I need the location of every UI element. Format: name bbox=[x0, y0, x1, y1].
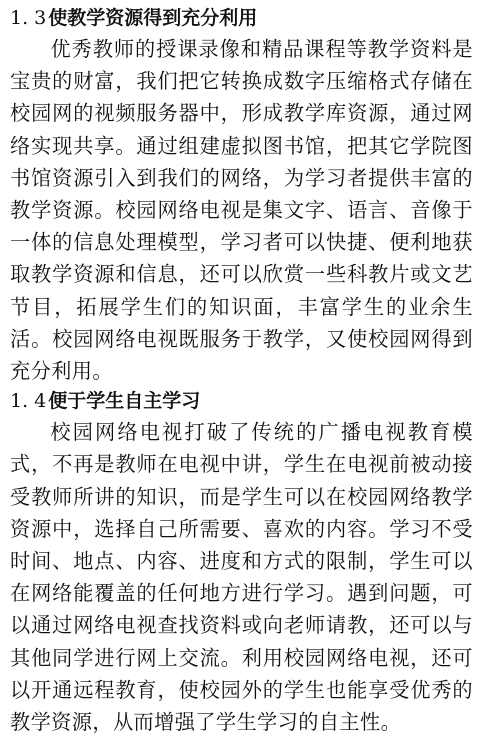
section-paragraph: 优秀教师的授课录像和精品课程等教学资料是宝贵的财富，我们把它转换成数字压缩格式存储在校园网的视频服务器中，形成教学库资源，通过网络实现共享。通过组建虚拟图书馆，把其它学院图书馆资源引入到我们的网络，为学习者提供丰富的教学资源。校园网络电视是集文字、语言、音像于一体的信息处理模型，学习者可以快捷、便利地获取教学资源和信息，还可以欣赏一些科教片或文艺节目，拓展学生们的知识面，丰富学生的业余生活。校园网络电视既服务于教学，又使校园网得到充分利用。 bbox=[10, 37, 473, 384]
section-1-3 bbox=[10, 4, 473, 387]
section-title: 便于学生自主学习 bbox=[48, 390, 201, 413]
section-heading bbox=[10, 387, 473, 416]
section-heading bbox=[10, 4, 473, 33]
section-paragraph: 校园网络电视打破了传统的广播电视教育模式，不再是教师在电视中讲，学生在电视前被动接受教师所讲的知识，而是学生可以在校园网络教学资源中，选择自己所需要、喜欢的内容。学习不受时间、地点、内容、进度和方式的限制，学生可以在网络能覆盖的任何地方进行学习。遇到问题，可以通过网络电视查找资料或向老师请教，还可以与其他同学进行网上交流。利用校园网络电视，还可以开通远程教育，使校园外的学生也能享受优秀的教学资源，从而增强了学生学习的自主性。 bbox=[10, 420, 473, 735]
section-title: 使教学资源得到充分利用 bbox=[48, 7, 258, 29]
section-1-4 bbox=[10, 387, 473, 738]
section-number: 1. 4 bbox=[10, 390, 47, 413]
section-number: 1. 3 bbox=[10, 7, 47, 29]
